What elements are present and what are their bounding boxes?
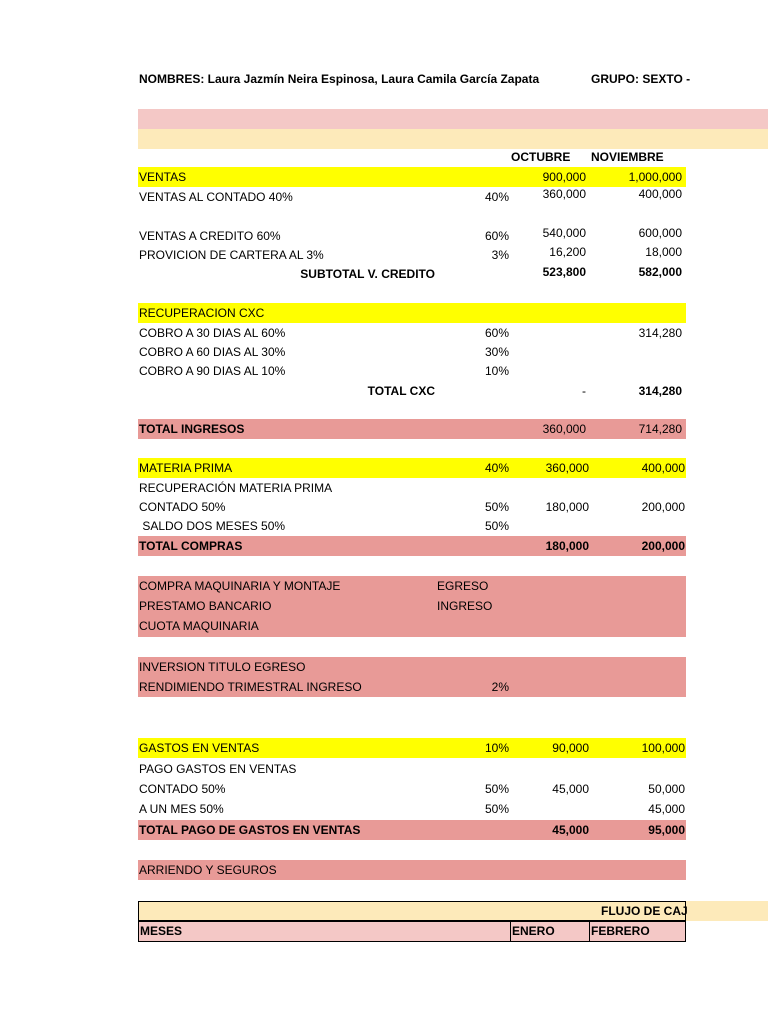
percent-value: 30% — [484, 345, 509, 359]
row-label: ARRIENDO Y SEGUROS — [139, 863, 277, 877]
november-value: 314,280 — [638, 384, 682, 398]
flujo-title: FLUJO DE CAJ — [601, 904, 688, 918]
meses-label: MESES — [140, 924, 183, 938]
november-value: 1,000,000 — [628, 170, 682, 184]
ingreso-label: INGRESO — [437, 599, 493, 613]
materia-saldo-row — [138, 516, 686, 536]
row-label: CONTADO 50% — [139, 782, 226, 796]
ventas-credito-row — [138, 226, 686, 246]
row-label: VENTAS AL CONTADO 40% — [139, 190, 293, 204]
column-header-october: OCTUBRE — [511, 150, 571, 164]
total-ingresos-row — [138, 419, 686, 439]
october-value: 523,800 — [542, 265, 586, 279]
row-label: PAGO GASTOS EN VENTAS — [139, 762, 297, 776]
percent-value: 10% — [484, 741, 509, 755]
october-value: 360,000 — [545, 461, 589, 475]
percent-value: 50% — [484, 802, 509, 816]
percent-value: 10% — [484, 364, 509, 378]
gastos-contado-row — [138, 779, 686, 799]
november-value: 400,000 — [641, 461, 685, 475]
inversion-titulo-label: INVERSION TITULO EGRESO — [139, 660, 306, 674]
november-value: 314,280 — [638, 326, 682, 340]
febrero-label: FEBRERO — [591, 924, 650, 938]
compra-maquinaria-label: COMPRA MAQUINARIA Y MONTAJE — [139, 579, 341, 593]
total-compras-row — [138, 536, 686, 556]
october-value: 16,200 — [549, 245, 586, 259]
ventas-row — [138, 167, 686, 187]
subtotal-credito-row — [138, 264, 686, 284]
row-label: TOTAL INGRESOS — [139, 422, 245, 436]
inversion-block — [138, 657, 686, 697]
row-label: RECUPERACIÓN MATERIA PRIMA — [139, 481, 333, 495]
row-label: VENTAS A CREDITO 60% — [139, 229, 281, 243]
total-gastos-row — [138, 820, 686, 840]
percent-value: 40% — [484, 461, 509, 475]
gastos-ventas-row — [138, 738, 686, 758]
row-label: SALDO DOS MESES 50% — [139, 519, 286, 533]
maquinaria-block — [138, 576, 686, 637]
row-label: TOTAL PAGO DE GASTOS EN VENTAS — [139, 823, 361, 837]
cobro-30-row — [138, 323, 686, 343]
row-label: A UN MES 50% — [139, 802, 224, 816]
november-value: 714,280 — [638, 422, 682, 436]
row-label: GASTOS EN VENTAS — [139, 741, 260, 755]
percent-value: 50% — [484, 782, 509, 796]
row-label: MATERIA PRIMA — [139, 461, 233, 475]
rendimiento-label: RENDIMIENDO TRIMESTRAL INGRESO — [139, 680, 362, 694]
october-value: 180,000 — [545, 500, 589, 514]
percent-value: 50% — [484, 519, 509, 533]
percent-value: 40% — [484, 190, 509, 204]
total-cxc-row — [138, 381, 686, 401]
november-value: 582,000 — [638, 265, 682, 279]
egreso-label: EGRESO — [437, 579, 489, 593]
october-value: - — [582, 384, 586, 398]
group-header: GRUPO: SEXTO - — [591, 72, 691, 86]
arriendo-row — [138, 860, 686, 880]
november-value: 45,000 — [648, 802, 685, 816]
cobro-60-row — [138, 342, 686, 362]
november-value: 400,000 — [638, 187, 682, 201]
row-label: COBRO A 60 DIAS AL 30% — [139, 345, 286, 359]
provision-row — [138, 245, 686, 265]
november-value: 200,000 — [641, 539, 685, 553]
row-label: TOTAL COMPRAS — [139, 539, 243, 553]
enero-label: ENERO — [512, 924, 555, 938]
yellow-band — [138, 129, 768, 149]
percent-value: 50% — [484, 500, 509, 514]
flujo-header-extension — [686, 901, 768, 921]
gastos-mes-row — [138, 799, 686, 819]
percent-value: 2% — [491, 680, 509, 694]
november-value: 100,000 — [641, 741, 685, 755]
ventas-contado-row — [138, 187, 686, 207]
cuota-maquinaria-label: CUOTA MAQUINARIA — [139, 619, 259, 633]
october-value: 180,000 — [545, 539, 589, 553]
materia-contado-row — [138, 497, 686, 517]
row-label: SUBTOTAL V. CREDITO — [300, 267, 435, 281]
percent-value: 60% — [484, 326, 509, 340]
row-label: COBRO A 90 DIAS AL 10% — [139, 364, 286, 378]
november-value: 600,000 — [638, 226, 682, 240]
names-header: NOMBRES: Laura Jazmín Neira Espinosa, Laura Camila García Zapata — [139, 72, 540, 86]
prestamo-bancario-label: PRESTAMO BANCARIO — [139, 599, 272, 613]
october-value: 360,000 — [542, 422, 586, 436]
pago-gastos-row — [138, 759, 686, 779]
meses-row — [138, 921, 686, 942]
materia-prima-row — [138, 458, 686, 478]
november-value: 18,000 — [645, 245, 682, 259]
row-label: PROVICION DE CARTERA AL 3% — [139, 248, 324, 262]
column-header-november: NOVIEMBRE — [591, 150, 664, 164]
cobro-90-row — [138, 361, 686, 381]
pink-band — [138, 109, 768, 129]
row-label: TOTAL CXC — [367, 384, 435, 398]
october-value: 900,000 — [542, 170, 586, 184]
recuperacion-materia-row — [138, 478, 686, 498]
october-value: 360,000 — [542, 187, 586, 201]
october-value: 45,000 — [552, 823, 589, 837]
percent-value: 3% — [491, 248, 509, 262]
row-label: CONTADO 50% — [139, 500, 226, 514]
cxc-title-row — [138, 303, 686, 323]
november-value: 95,000 — [648, 823, 685, 837]
october-value: 90,000 — [552, 741, 589, 755]
october-value: 45,000 — [552, 782, 589, 796]
october-value: 540,000 — [542, 226, 586, 240]
percent-value: 60% — [484, 229, 509, 243]
november-value: 200,000 — [641, 500, 685, 514]
row-label: VENTAS — [139, 170, 187, 184]
row-label: COBRO A 30 DIAS AL 60% — [139, 326, 286, 340]
november-value: 50,000 — [648, 782, 685, 796]
row-label: RECUPERACION CXC — [139, 306, 265, 320]
